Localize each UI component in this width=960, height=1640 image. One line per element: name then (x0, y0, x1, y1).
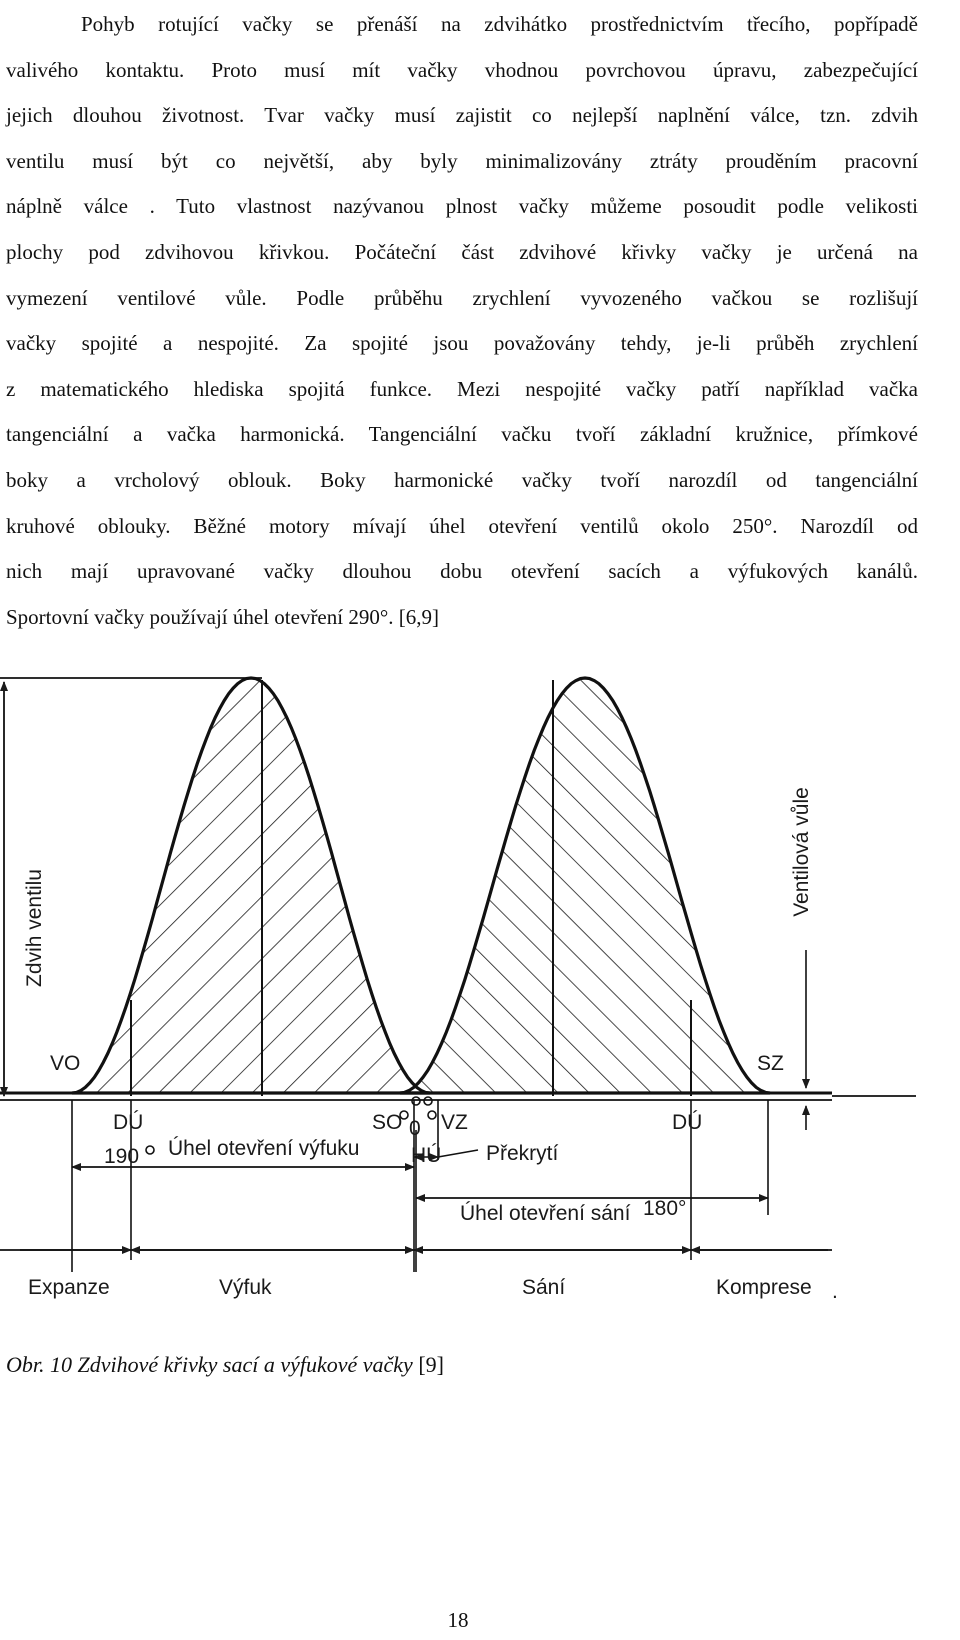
crossing-marker (424, 1097, 432, 1105)
overlap-label: Překrytí (486, 1142, 559, 1165)
exhaust-angle-label: Úhel otevření výfuku (168, 1137, 360, 1160)
exhaust-angle-value: 190 (104, 1145, 140, 1168)
label-zero: 0 (409, 1117, 421, 1140)
page-number: 18 (447, 1608, 469, 1632)
stray-dot: . (832, 1280, 838, 1303)
degree-marker (428, 1111, 436, 1119)
label-sz: SZ (757, 1052, 784, 1075)
paragraph-line: nich mají upravované vačky dlouhou dobu otevření sacích a výfukových kanálů. (6, 559, 918, 584)
label-du-left: DÚ (113, 1111, 144, 1134)
degree-marker (146, 1146, 154, 1154)
paragraph-line: Pohyb rotující vačky se přenáší na zdvihátko prostřednictvím třecího, popřípadě (81, 12, 918, 36)
paragraph-line: plochy pod zdvihovou křivkou. Počáteční část zdvihové křivky vačky je určená na (6, 239, 918, 264)
paragraph-line: valivého kontaktu. Proto musí mít vačky vhodnou povrchovou úpravu, zabezpečující (6, 57, 918, 82)
caption-reference: [9] (412, 1352, 444, 1377)
label-so: SO (372, 1111, 403, 1134)
body-paragraph (6, 2, 918, 640)
clearance-axis-label: Ventilová vůle (790, 787, 813, 917)
phase-sani: Sání (522, 1276, 566, 1299)
intake-angle-value: 180° (643, 1197, 687, 1220)
paragraph-line: ventilu musí být co největší, aby byly minimalizovány ztráty prouděním pracovní (6, 148, 918, 173)
paragraph-line: náplně válce . Tuto vlastnost nazývanou plnost vačky můžeme posoudit podle velikosti (6, 194, 918, 219)
valve-lift-diagram (0, 660, 960, 1360)
lift-axis-label: Zdvih ventilu (23, 869, 46, 987)
phase-komprese: Komprese (716, 1276, 812, 1299)
paragraph-line: boky a vrcholový oblouk. Boky harmonické vačky tvoří narozdíl od tangenciální (6, 467, 918, 492)
phase-expanze: Expanze (28, 1276, 110, 1299)
paragraph-line: vačky spojité a nespojité. Za spojité jsou považovány tehdy, je-li průběh zrychlení (6, 331, 918, 356)
paragraph-line: vymezení ventilové vůle. Podle průběhu zrychlení vyvozeného vačkou se rozlišují (6, 285, 918, 310)
paragraph-line: Sportovní vačky používají úhel otevření 290°. [6,9] (6, 604, 439, 629)
paragraph-line: z matematického hlediska spojitá funkce. Mezi nespojité vačky patří například vačka (6, 376, 918, 401)
phase-vyfuk: Výfuk (219, 1276, 272, 1299)
paragraph-line: tangenciální a vačka harmonická. Tangenciální vačku tvoří základní kružnice, přímkové (6, 422, 918, 447)
label-hu: HÚ (411, 1144, 442, 1167)
label-du-right: DÚ (672, 1111, 703, 1134)
paragraph-line: kruhové oblouky. Běžné motory mívají úhel otevření ventilů okolo 250°. Narozdíl od (6, 513, 918, 538)
caption-title: Obr. 10 Zdvihové křivky sací a výfukové vačky (6, 1352, 413, 1377)
intake-lift-curve (400, 678, 770, 1093)
exhaust-lift-curve (72, 678, 430, 1093)
label-vz: VZ (441, 1111, 468, 1134)
figure-caption (6, 1352, 444, 1378)
overlap-leader (438, 1150, 478, 1157)
paragraph-line: jejich dlouhou životnost. Tvar vačky musí zajistit co nejlepší naplnění válce, tzn. zdvih (6, 103, 918, 128)
label-vo: VO (50, 1052, 81, 1075)
intake-angle-label: Úhel otevření sání (460, 1202, 631, 1225)
